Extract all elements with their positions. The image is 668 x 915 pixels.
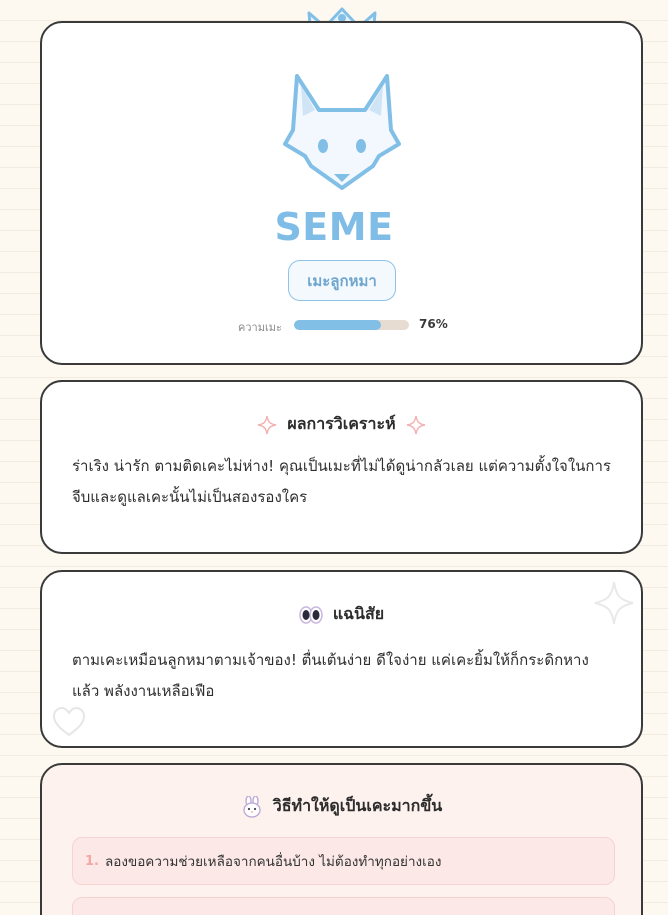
eyes-icon [299,606,323,624]
personality-title: แฉนิสัย [332,604,385,623]
sparkle-icon [257,415,277,435]
fox-icon [283,70,401,194]
analysis-title: ผลการวิเคราะห์ [287,414,396,433]
tip-text: ลองขอความช่วยเหลือจากคนอื่นบ้าง ไม่ต้องทำทุกอย่างเอง [105,854,442,870]
tips-header [42,794,641,819]
analysis-header [42,412,641,437]
personality-card [40,570,643,748]
tip-number: 1. [85,853,99,869]
meter-bar [294,320,409,330]
tips-title: วิธีทำให้ดูเป็นเคะมากขึ้น [272,796,443,815]
tip-item [72,897,615,915]
meter-value: 76% [419,317,448,331]
meter-fill [294,320,381,330]
analysis-card [40,380,643,554]
tip-item [72,837,615,885]
heart-icon [52,706,86,738]
meter-label: ความเมะ [238,321,282,334]
personality-header [42,602,641,627]
tips-card [40,763,643,915]
sparkle-icon [406,415,426,435]
result-type-title: SEME [274,205,394,249]
subtype-badge: เมะลูกหมา [288,260,396,301]
analysis-text: ร่าเริง น่ารัก ตามติดเคะไม่ห่าง! คุณเป็นเมะที่ไม่ได้ดูน่ากลัวเลย แต่ความตั้งใจในการจีบและดูแลเคะนั้นไม่เป็นสองรองใคร [72,457,611,506]
bunny-icon [241,796,263,818]
personality-text: ตามเคะเหมือนลูกหมาตามเจ้าของ! ตื่นเต้นง่าย ดีใจง่าย แค่เคะยิ้มให้ก็กระดิกหางแล้ว พลังงานเหลือเฟือ [72,651,589,700]
